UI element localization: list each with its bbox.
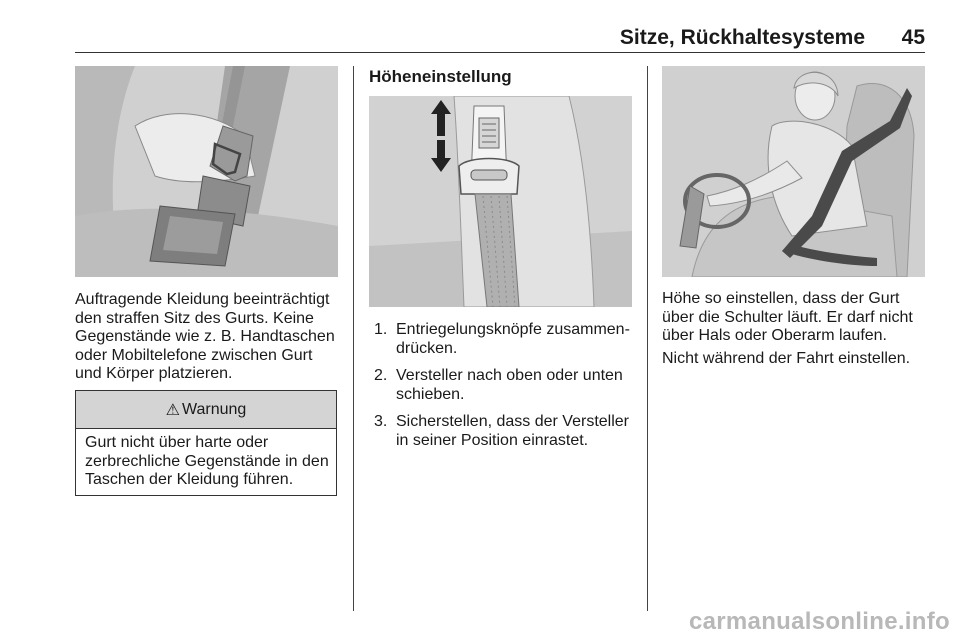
- warning-icon: ⚠: [165, 401, 180, 419]
- text-line: schieben.: [396, 386, 465, 403]
- list-item: [374, 366, 634, 404]
- text-line: und Körper platzieren.: [75, 365, 233, 382]
- column-divider-left: [353, 66, 354, 611]
- warning-header: [76, 391, 336, 429]
- warning-body: [76, 429, 336, 490]
- driver-belt-illustration: [662, 66, 925, 277]
- step-number: 2.: [374, 367, 388, 384]
- warning-box: [75, 390, 337, 496]
- header-rule: [75, 52, 925, 53]
- buckle-illustration: [75, 66, 338, 277]
- instruction-list: [374, 320, 634, 458]
- page-title: Sitze, Rückhaltesysteme: [619, 26, 865, 49]
- text-line: zerbrechliche Gegenstände in den: [85, 452, 329, 470]
- watermark: carmanualsonline.info: [688, 608, 950, 635]
- step-number: 3.: [374, 413, 388, 430]
- text-line: in seiner Position einrastet.: [396, 432, 589, 449]
- text-line: drücken.: [396, 340, 458, 357]
- height-adjust-paragraph: [662, 290, 932, 346]
- text-line: Gurt nicht über harte oder: [85, 434, 269, 451]
- driving-warning-paragraph: Nicht während der Fahrt einstellen.: [662, 350, 911, 367]
- text-line: Höhe so einstellen, dass der Gurt: [662, 290, 900, 307]
- text-line: Sicherstellen, dass der Versteller: [396, 413, 629, 430]
- section-title: Höheneinstellung: [369, 67, 512, 86]
- page-number: 45: [901, 26, 925, 49]
- clothing-note-paragraph: [75, 291, 345, 384]
- text-line: Entriegelungsknöpfe zusammen-: [396, 321, 630, 338]
- text-line: Auftragende Kleidung beeinträchtigt: [75, 291, 330, 308]
- text-line: Versteller nach oben oder unten: [396, 367, 623, 384]
- height-adjuster-illustration: [369, 96, 632, 307]
- text-line: oder Mobiltelefone zwischen Gurt: [75, 346, 313, 364]
- step-number: 1.: [374, 321, 388, 338]
- list-item: [374, 320, 634, 358]
- text-line: den straffen Sitz des Gurts. Keine: [75, 309, 314, 327]
- text-line: Gegenstände wie z. B. Handtaschen: [75, 328, 335, 345]
- text-line: über die Schulter läuft. Er darf nicht: [662, 308, 913, 326]
- text-line: Taschen der Kleidung führen.: [85, 471, 294, 488]
- page-header: [75, 26, 925, 50]
- column-divider-right: [647, 66, 648, 611]
- list-item: [374, 412, 634, 450]
- warning-title: Warnung: [182, 400, 247, 418]
- text-line: über Hals oder Oberarm laufen.: [662, 327, 887, 344]
